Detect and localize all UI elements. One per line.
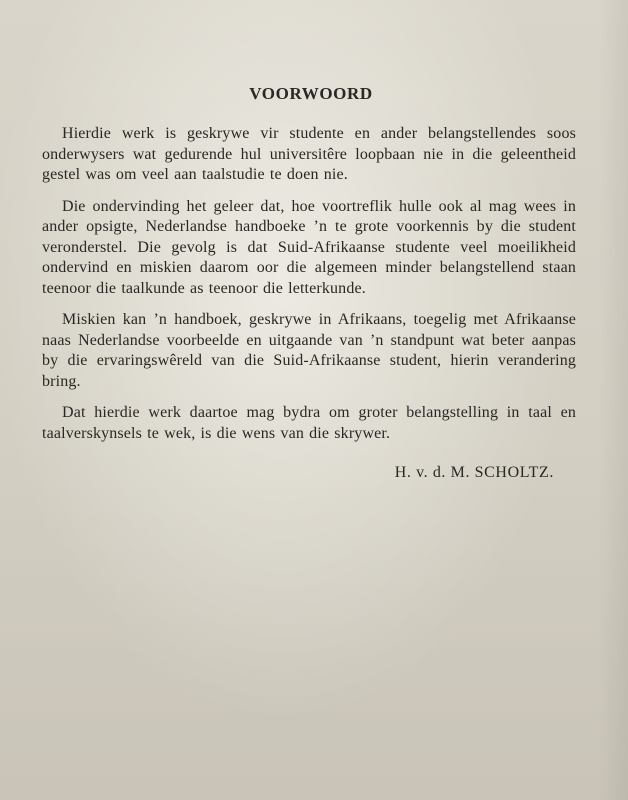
author-signature: H. v. d. M. SCHOLTZ. bbox=[394, 464, 554, 481]
paragraph-2: Die ondervinding het geleer dat, hoe voortreflik hulle ook al mag wees in ander opsigte, Nederlandse handboeke ’n te grote voorkennis by die student veronderstel. Die gevolg is dat Suid-Afrikaanse studente veel moeilikheid ondervind en miskien daarom oor die algemeen minder belangstellend staan teenoor die taalkunde as teenoor die letterkunde. bbox=[42, 197, 576, 297]
paragraph-1: Hierdie werk is geskrywe vir studente en ander belangstellendes soos onderwysers wat gedurende hul universitêre loopbaan nie in die geleentheid gestel was om veel aan taalstudie te doen nie. bbox=[42, 125, 576, 183]
paragraph-4: Dat hierdie werk daartoe mag bydra om groter belangstelling in taal en taalverskynsels te wek, is die wens van die skrywer. bbox=[42, 404, 576, 442]
paragraph-3: Miskien kan ’n handboek, geskrywe in Afrikaans, toegelig met Afrikaanse naas Nederlandse voorbeelde en uitgaande van ’n standpunt wat beter aanpas by die ervaringswêreld van die Suid-Afrikaanse student, hierin verandering bring. bbox=[42, 311, 576, 390]
page-title: VOORWOORD bbox=[249, 84, 373, 103]
preface-content bbox=[42, 84, 576, 482]
